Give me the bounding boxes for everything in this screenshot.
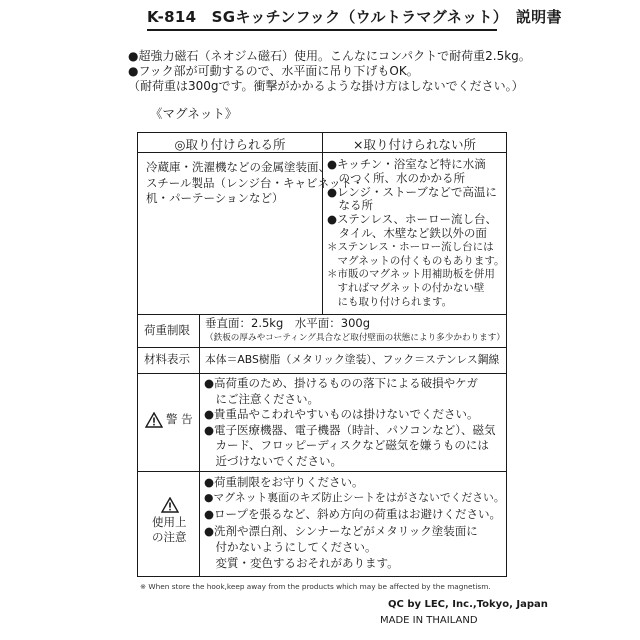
warning-line: カード、フロッピーディスクなど磁気を嫌うものには	[204, 438, 489, 453]
load-label: 荷重制限	[144, 323, 190, 337]
warning-label: 警 告	[166, 412, 193, 426]
caution-line: ●洗剤や漂白剤、シンナーなどがメタリック塗装面に	[204, 523, 478, 538]
caution-line: 付かないようにしてください。	[204, 539, 377, 554]
load-note: （鉄板の厚みやコーティング具合など取付壁面の状態により多少かわります）	[205, 333, 505, 343]
label-column-divider	[199, 314, 200, 577]
intro-line: （耐荷重は300gです。衝撃がかかるような掛け方はしないでください。）	[128, 79, 524, 93]
caution-line: ●荷重制限をお守りください。	[204, 475, 364, 489]
warning-line: 近づけないでください。	[204, 453, 342, 468]
ng-line: ●キッチン・浴室など特に水滴	[327, 157, 486, 171]
warning-line: ●高荷重のため、掛けるものの落下による破損やケガ	[204, 376, 478, 390]
intro-line: ●超強力磁石（ネオジム磁石）使用。こんなにコンパクトで耐荷重2.5kg。	[128, 49, 531, 63]
ng-line: ＊市販のマグネット用補助板を併用	[327, 268, 495, 281]
title-underline	[147, 29, 497, 31]
table-divider	[137, 314, 507, 315]
warning-line: ●貴重品やこわれやすいものは掛けないでください。	[204, 407, 479, 422]
quality-credit: QC by LEC, Inc.,Tokyo, Japan	[388, 599, 548, 610]
material-label: 材料表示	[144, 352, 190, 366]
ng-line: ＊ステンレス・ホーロー流し台には	[327, 240, 494, 253]
intro-bullets	[128, 49, 531, 94]
caution-triangle-icon	[161, 497, 179, 513]
ok-line: 机・パーテーションなど）	[146, 191, 284, 205]
warning-line: にご注意ください。	[204, 391, 319, 406]
country-of-origin: MADE IN THAILAND	[380, 615, 478, 626]
ok-column-header: ◎取り付けられる所	[174, 137, 286, 152]
caution-label: の注意	[152, 530, 187, 544]
ng-line: ●レンジ・ストーブなどで高温に	[327, 184, 497, 199]
warning-triangle-icon	[145, 412, 163, 428]
warning-cell	[204, 376, 496, 470]
ng-line: タイル、木壁など鉄以外の面	[327, 225, 487, 240]
material-value: 本体＝ABS樹脂（メタリック塗装）、フック＝ステンレス鋼線	[205, 353, 500, 366]
caution-line: 変質・変色するおそれがあります。	[204, 556, 399, 571]
caution-line: ●ロープを張るなど、斜め方向の荷重はお避けください。	[204, 507, 501, 522]
ng-line: なる所	[327, 198, 373, 213]
warning-line: ●電子医療機器、電子機器（時計、パソコンなど）、磁気	[204, 422, 496, 437]
ng-line: のつく所、水のかかる所	[327, 170, 465, 185]
ng-column-header: ×取り付けられない所	[353, 137, 476, 152]
caution-line: ●マグネット裏面のキズ防止シートをはがさないでください。	[204, 491, 505, 505]
ng-line: ●ステンレス、ホーロー流し台、	[327, 212, 497, 227]
ok-line: 冷蔵庫・洗濯機などの金属塗装面、	[146, 160, 330, 174]
ng-line: マグネットの付くものもあります。	[327, 254, 505, 267]
load-value: 垂直面：2.5kg 水平面：300g	[205, 316, 370, 330]
ng-cell	[327, 158, 505, 310]
table-divider	[137, 347, 507, 348]
ng-line: にも取り付けられます。	[327, 295, 453, 308]
caution-label: 使用上	[152, 515, 187, 529]
table-divider	[137, 373, 507, 374]
ng-line: すればマグネットの付かない壁	[327, 282, 485, 295]
section-title: 《マグネット》	[150, 106, 238, 121]
caution-cell	[204, 474, 505, 571]
ok-line: スチール製品（レンジ台・キャビネット・	[146, 175, 364, 190]
intro-line: ●フック部が可動するので、水平面に吊り下げもOK。	[128, 64, 419, 78]
table-divider	[137, 471, 507, 472]
document-title: K-814 SGキッチンフック（ウルトラマグネット） 説明書	[147, 8, 562, 26]
magnetism-note: ※ When store the hook,keep away from the products which may be affected by the magnetism.	[140, 582, 491, 591]
